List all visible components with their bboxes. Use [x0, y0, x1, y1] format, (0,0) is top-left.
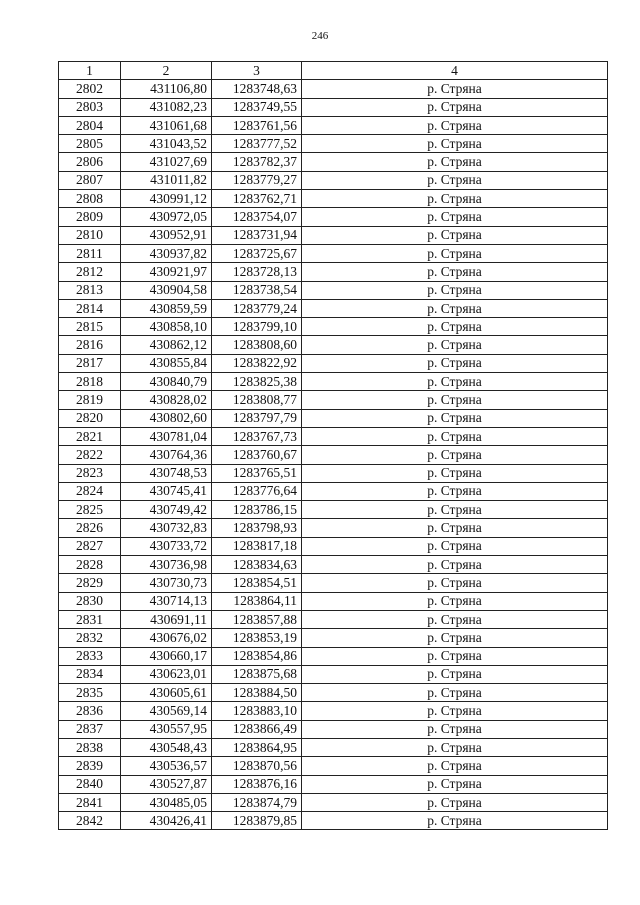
- description-cell: р. Стряна: [302, 409, 608, 427]
- y-coordinate-cell: 1283762,71: [212, 190, 302, 208]
- point-number-cell: 2821: [59, 427, 121, 445]
- description-cell: р. Стряна: [302, 464, 608, 482]
- table-row: [59, 574, 608, 592]
- point-number-cell: 2827: [59, 537, 121, 555]
- point-number-cell: 2831: [59, 610, 121, 628]
- y-coordinate-cell: 1283834,63: [212, 556, 302, 574]
- y-coordinate-cell: 1283779,24: [212, 299, 302, 317]
- x-coordinate-cell: 430676,02: [121, 629, 212, 647]
- x-coordinate-cell: 430921,97: [121, 263, 212, 281]
- x-coordinate-cell: 430485,05: [121, 793, 212, 811]
- table-row: [59, 190, 608, 208]
- table-row: [59, 354, 608, 372]
- point-number-cell: 2814: [59, 299, 121, 317]
- description-cell: р. Стряна: [302, 610, 608, 628]
- y-coordinate-cell: 1283798,93: [212, 519, 302, 537]
- point-number-cell: 2840: [59, 775, 121, 793]
- table-row: [59, 427, 608, 445]
- point-number-cell: 2823: [59, 464, 121, 482]
- point-number-cell: 2810: [59, 226, 121, 244]
- point-number-cell: 2842: [59, 812, 121, 830]
- table-row: [59, 153, 608, 171]
- point-number-cell: 2807: [59, 171, 121, 189]
- table-row: [59, 208, 608, 226]
- y-coordinate-cell: 1283879,85: [212, 812, 302, 830]
- description-cell: р. Стряна: [302, 665, 608, 683]
- description-cell: р. Стряна: [302, 299, 608, 317]
- point-number-cell: 2839: [59, 757, 121, 775]
- x-coordinate-cell: 430548,43: [121, 738, 212, 756]
- table-row: [59, 98, 608, 116]
- coordinates-table: [58, 61, 608, 830]
- point-number-cell: 2828: [59, 556, 121, 574]
- table-row: [59, 226, 608, 244]
- table-row: [59, 501, 608, 519]
- description-cell: р. Стряна: [302, 153, 608, 171]
- table-header-row: [59, 62, 608, 80]
- y-coordinate-cell: 1283808,77: [212, 391, 302, 409]
- y-coordinate-cell: 1283866,49: [212, 720, 302, 738]
- point-number-cell: 2804: [59, 116, 121, 134]
- description-cell: р. Стряна: [302, 391, 608, 409]
- x-coordinate-cell: 430733,72: [121, 537, 212, 555]
- table-row: [59, 738, 608, 756]
- table-row: [59, 281, 608, 299]
- y-coordinate-cell: 1283817,18: [212, 537, 302, 555]
- page-number: 246: [311, 30, 329, 42]
- x-coordinate-cell: 431011,82: [121, 171, 212, 189]
- x-coordinate-cell: 430781,04: [121, 427, 212, 445]
- x-coordinate-cell: 430749,42: [121, 501, 212, 519]
- table-row: [59, 775, 608, 793]
- y-coordinate-cell: 1283870,56: [212, 757, 302, 775]
- y-coordinate-cell: 1283883,10: [212, 702, 302, 720]
- table-row: [59, 244, 608, 262]
- y-coordinate-cell: 1283767,73: [212, 427, 302, 445]
- description-cell: р. Стряна: [302, 281, 608, 299]
- point-number-cell: 2838: [59, 738, 121, 756]
- point-number-cell: 2813: [59, 281, 121, 299]
- table-row: [59, 482, 608, 500]
- description-cell: р. Стряна: [302, 684, 608, 702]
- y-coordinate-cell: 1283725,67: [212, 244, 302, 262]
- x-coordinate-cell: 430736,98: [121, 556, 212, 574]
- description-cell: р. Стряна: [302, 171, 608, 189]
- table-row: [59, 409, 608, 427]
- x-coordinate-cell: 430426,41: [121, 812, 212, 830]
- description-cell: р. Стряна: [302, 98, 608, 116]
- x-coordinate-cell: 430764,36: [121, 446, 212, 464]
- x-coordinate-cell: 430605,61: [121, 684, 212, 702]
- x-coordinate-cell: 430904,58: [121, 281, 212, 299]
- table-row: [59, 80, 608, 98]
- x-coordinate-cell: 430536,57: [121, 757, 212, 775]
- table-row: [59, 684, 608, 702]
- y-coordinate-cell: 1283779,27: [212, 171, 302, 189]
- column-header-3: 3: [212, 62, 302, 80]
- x-coordinate-cell: 430732,83: [121, 519, 212, 537]
- description-cell: р. Стряна: [302, 519, 608, 537]
- point-number-cell: 2824: [59, 482, 121, 500]
- x-coordinate-cell: 430862,12: [121, 336, 212, 354]
- point-number-cell: 2811: [59, 244, 121, 262]
- point-number-cell: 2829: [59, 574, 121, 592]
- point-number-cell: 2816: [59, 336, 121, 354]
- description-cell: р. Стряна: [302, 501, 608, 519]
- point-number-cell: 2841: [59, 793, 121, 811]
- table-row: [59, 263, 608, 281]
- description-cell: р. Стряна: [302, 775, 608, 793]
- description-cell: р. Стряна: [302, 556, 608, 574]
- point-number-cell: 2822: [59, 446, 121, 464]
- y-coordinate-cell: 1283765,51: [212, 464, 302, 482]
- y-coordinate-cell: 1283728,13: [212, 263, 302, 281]
- description-cell: р. Стряна: [302, 263, 608, 281]
- description-cell: р. Стряна: [302, 629, 608, 647]
- y-coordinate-cell: 1283738,54: [212, 281, 302, 299]
- point-number-cell: 2835: [59, 684, 121, 702]
- point-number-cell: 2806: [59, 153, 121, 171]
- description-cell: р. Стряна: [302, 446, 608, 464]
- description-cell: р. Стряна: [302, 80, 608, 98]
- x-coordinate-cell: 430745,41: [121, 482, 212, 500]
- y-coordinate-cell: 1283760,67: [212, 446, 302, 464]
- x-coordinate-cell: 431043,52: [121, 135, 212, 153]
- table-row: [59, 592, 608, 610]
- y-coordinate-cell: 1283875,68: [212, 665, 302, 683]
- y-coordinate-cell: 1283864,95: [212, 738, 302, 756]
- description-cell: р. Стряна: [302, 647, 608, 665]
- x-coordinate-cell: 431082,23: [121, 98, 212, 116]
- y-coordinate-cell: 1283749,55: [212, 98, 302, 116]
- y-coordinate-cell: 1283884,50: [212, 684, 302, 702]
- y-coordinate-cell: 1283825,38: [212, 373, 302, 391]
- description-cell: р. Стряна: [302, 592, 608, 610]
- point-number-cell: 2833: [59, 647, 121, 665]
- x-coordinate-cell: 430972,05: [121, 208, 212, 226]
- table-row: [59, 171, 608, 189]
- x-coordinate-cell: 430569,14: [121, 702, 212, 720]
- table-row: [59, 647, 608, 665]
- x-coordinate-cell: 430828,02: [121, 391, 212, 409]
- y-coordinate-cell: 1283799,10: [212, 318, 302, 336]
- description-cell: р. Стряна: [302, 208, 608, 226]
- y-coordinate-cell: 1283797,79: [212, 409, 302, 427]
- y-coordinate-cell: 1283854,51: [212, 574, 302, 592]
- point-number-cell: 2818: [59, 373, 121, 391]
- y-coordinate-cell: 1283864,11: [212, 592, 302, 610]
- point-number-cell: 2830: [59, 592, 121, 610]
- description-cell: р. Стряна: [302, 720, 608, 738]
- description-cell: р. Стряна: [302, 427, 608, 445]
- point-number-cell: 2808: [59, 190, 121, 208]
- x-coordinate-cell: 431061,68: [121, 116, 212, 134]
- x-coordinate-cell: 430730,73: [121, 574, 212, 592]
- point-number-cell: 2819: [59, 391, 121, 409]
- x-coordinate-cell: 430855,84: [121, 354, 212, 372]
- point-number-cell: 2815: [59, 318, 121, 336]
- y-coordinate-cell: 1283748,63: [212, 80, 302, 98]
- y-coordinate-cell: 1283876,16: [212, 775, 302, 793]
- table-row: [59, 793, 608, 811]
- y-coordinate-cell: 1283854,86: [212, 647, 302, 665]
- column-header-1: 1: [59, 62, 121, 80]
- table-row: [59, 720, 608, 738]
- point-number-cell: 2836: [59, 702, 121, 720]
- x-coordinate-cell: 430859,59: [121, 299, 212, 317]
- y-coordinate-cell: 1283761,56: [212, 116, 302, 134]
- x-coordinate-cell: 430714,13: [121, 592, 212, 610]
- column-header-2: 2: [121, 62, 212, 80]
- description-cell: р. Стряна: [302, 336, 608, 354]
- x-coordinate-cell: 430660,17: [121, 647, 212, 665]
- description-cell: р. Стряна: [302, 482, 608, 500]
- table-row: [59, 299, 608, 317]
- table-row: [59, 519, 608, 537]
- table-row: [59, 318, 608, 336]
- y-coordinate-cell: 1283782,37: [212, 153, 302, 171]
- description-cell: р. Стряна: [302, 373, 608, 391]
- y-coordinate-cell: 1283808,60: [212, 336, 302, 354]
- x-coordinate-cell: 430858,10: [121, 318, 212, 336]
- x-coordinate-cell: 430527,87: [121, 775, 212, 793]
- table-row: [59, 135, 608, 153]
- y-coordinate-cell: 1283874,79: [212, 793, 302, 811]
- x-coordinate-cell: 430623,01: [121, 665, 212, 683]
- point-number-cell: 2834: [59, 665, 121, 683]
- y-coordinate-cell: 1283853,19: [212, 629, 302, 647]
- y-coordinate-cell: 1283822,92: [212, 354, 302, 372]
- description-cell: р. Стряна: [302, 116, 608, 134]
- point-number-cell: 2805: [59, 135, 121, 153]
- x-coordinate-cell: 430952,91: [121, 226, 212, 244]
- point-number-cell: 2803: [59, 98, 121, 116]
- description-cell: р. Стряна: [302, 537, 608, 555]
- description-cell: р. Стряна: [302, 757, 608, 775]
- table-row: [59, 391, 608, 409]
- table-row: [59, 665, 608, 683]
- x-coordinate-cell: 430802,60: [121, 409, 212, 427]
- x-coordinate-cell: 430840,79: [121, 373, 212, 391]
- y-coordinate-cell: 1283776,64: [212, 482, 302, 500]
- point-number-cell: 2832: [59, 629, 121, 647]
- table-row: [59, 116, 608, 134]
- x-coordinate-cell: 430937,82: [121, 244, 212, 262]
- point-number-cell: 2837: [59, 720, 121, 738]
- description-cell: р. Стряна: [302, 793, 608, 811]
- description-cell: р. Стряна: [302, 354, 608, 372]
- point-number-cell: 2812: [59, 263, 121, 281]
- table-body: [59, 80, 608, 830]
- table-row: [59, 812, 608, 830]
- table-row: [59, 537, 608, 555]
- description-cell: р. Стряна: [302, 702, 608, 720]
- x-coordinate-cell: 431106,80: [121, 80, 212, 98]
- x-coordinate-cell: 430691,11: [121, 610, 212, 628]
- y-coordinate-cell: 1283777,52: [212, 135, 302, 153]
- x-coordinate-cell: 430991,12: [121, 190, 212, 208]
- table-row: [59, 629, 608, 647]
- table-row: [59, 373, 608, 391]
- table-row: [59, 702, 608, 720]
- description-cell: р. Стряна: [302, 244, 608, 262]
- x-coordinate-cell: 431027,69: [121, 153, 212, 171]
- y-coordinate-cell: 1283786,15: [212, 501, 302, 519]
- table-row: [59, 464, 608, 482]
- point-number-cell: 2826: [59, 519, 121, 537]
- y-coordinate-cell: 1283754,07: [212, 208, 302, 226]
- point-number-cell: 2817: [59, 354, 121, 372]
- table-row: [59, 757, 608, 775]
- point-number-cell: 2802: [59, 80, 121, 98]
- description-cell: р. Стряна: [302, 574, 608, 592]
- description-cell: р. Стряна: [302, 812, 608, 830]
- table-row: [59, 446, 608, 464]
- point-number-cell: 2820: [59, 409, 121, 427]
- point-number-cell: 2809: [59, 208, 121, 226]
- y-coordinate-cell: 1283731,94: [212, 226, 302, 244]
- table-row: [59, 336, 608, 354]
- description-cell: р. Стряна: [302, 738, 608, 756]
- description-cell: р. Стряна: [302, 226, 608, 244]
- table-row: [59, 610, 608, 628]
- description-cell: р. Стряна: [302, 135, 608, 153]
- x-coordinate-cell: 430748,53: [121, 464, 212, 482]
- x-coordinate-cell: 430557,95: [121, 720, 212, 738]
- point-number-cell: 2825: [59, 501, 121, 519]
- description-cell: р. Стряна: [302, 318, 608, 336]
- description-cell: р. Стряна: [302, 190, 608, 208]
- column-header-4: 4: [302, 62, 608, 80]
- y-coordinate-cell: 1283857,88: [212, 610, 302, 628]
- table-row: [59, 556, 608, 574]
